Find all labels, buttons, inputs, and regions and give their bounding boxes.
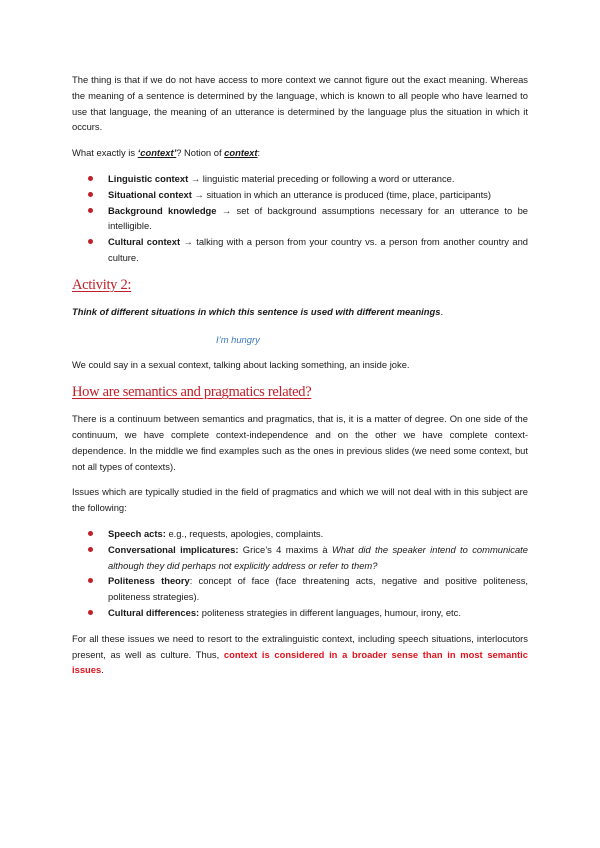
- bullet-icon: [88, 239, 93, 244]
- activity-heading: [72, 276, 528, 294]
- example-sentence: I’m hungry: [216, 333, 260, 345]
- list-item-text: → set of background assumptions necessary for an utterance to be intelligible.: [108, 204, 528, 232]
- example-answer: We could say in a sexual context, talking about lacking something, an inside joke.: [72, 359, 410, 371]
- list-item-term: Conversational implicatures:: [108, 543, 239, 555]
- question-term-context: context: [224, 147, 258, 159]
- section-heading-text: How are semantics and pragmatics related?: [72, 384, 312, 401]
- list-item-term: Background knowledge: [108, 204, 217, 216]
- list-item-text: : concept of face (face threatening acts, negative and positive politeness, politeness strategies).: [108, 575, 528, 603]
- list-item-term: Speech acts:: [108, 527, 166, 539]
- list-item-text: politeness strategies in different languages, humour, irony, etc.: [199, 606, 461, 618]
- list-item: [72, 234, 528, 266]
- list-item-text: → situation in which an utterance is produced (time, place, participants): [191, 188, 491, 200]
- document-page: [72, 72, 528, 688]
- bullet-icon: [88, 610, 93, 615]
- list-item-text: → linguistic material preceding or following a word or utterance.: [188, 172, 455, 184]
- activity-instruction: [72, 304, 528, 320]
- continuum-paragraph: There is a continuum between semantics and pragmatics, that is, it is a matter of degree. On one side of the continuum, we have complete context-independence and on the other we have complete context-dependence. In the middle we find examples such as the ones in previous slides (we need some context, but not all types of contexts).: [72, 413, 528, 472]
- list-item-term: Situational context: [108, 188, 192, 200]
- context-question: [72, 145, 528, 161]
- question-prefix: What exactly is: [72, 147, 138, 159]
- bullet-icon: [88, 578, 93, 583]
- section-heading: [72, 383, 528, 401]
- bullet-icon: [88, 208, 93, 213]
- list-item-term: Politeness theory: [108, 575, 190, 587]
- list-item-text: Grice’s 4 maxims à: [238, 543, 332, 555]
- question-middle: ? Notion of: [176, 147, 225, 159]
- issues-intro: Issues which are typically studied in the field of pragmatics and which we will not deal with in this subject are the following:: [72, 486, 528, 514]
- list-item-term: Cultural differences:: [108, 606, 200, 618]
- conclusion-text: For all these issues we need to resort to the extralinguistic context, including speech situations, interlocutors present, as well as culture. Thus,: [72, 632, 528, 660]
- list-item: [72, 171, 528, 187]
- list-item: [72, 573, 528, 605]
- list-item-text: e.g., requests, apologies, complaints.: [165, 527, 324, 539]
- question-term-context-quoted: ‘context’: [137, 147, 177, 159]
- list-item-italic: What did the speaker intend to communicate although they did perhaps not explicitly address or refer to them?: [108, 543, 528, 571]
- context-types-list: [72, 171, 528, 266]
- intro-paragraph: The thing is that if we do not have access to more context we cannot figure out the exact meaning. Whereas the meaning of a sentence is determined by the language, which is known to all people who have learned to use that language, the meaning of an utterance is determined by the language plus the situation in which it occurs.: [72, 74, 528, 133]
- activity-instruction-end: .: [440, 305, 444, 317]
- question-suffix: :: [257, 147, 261, 159]
- bullet-icon: [88, 531, 93, 536]
- list-item: [72, 605, 528, 621]
- conclusion-end: .: [101, 664, 104, 676]
- list-item: [72, 526, 528, 542]
- activity-instruction-text: Think of different situations in which this sentence is used with different meanings: [72, 305, 441, 317]
- list-item: [72, 203, 528, 235]
- issues-list: [72, 526, 528, 621]
- list-item: [72, 187, 528, 203]
- bullet-icon: [88, 192, 93, 197]
- list-item-text: → talking with a person from your country vs. a person from another country and culture.: [108, 236, 528, 263]
- list-item-term: Linguistic context: [108, 172, 189, 184]
- list-item: [72, 542, 528, 574]
- bullet-icon: [88, 547, 93, 552]
- conclusion-highlight: context is considered in a broader sense than in most semantic issues: [72, 648, 528, 676]
- conclusion-paragraph: [72, 631, 528, 678]
- list-item-term: Cultural context: [108, 236, 181, 248]
- bullet-icon: [88, 176, 93, 181]
- activity-heading-text: Activity 2:: [72, 276, 132, 293]
